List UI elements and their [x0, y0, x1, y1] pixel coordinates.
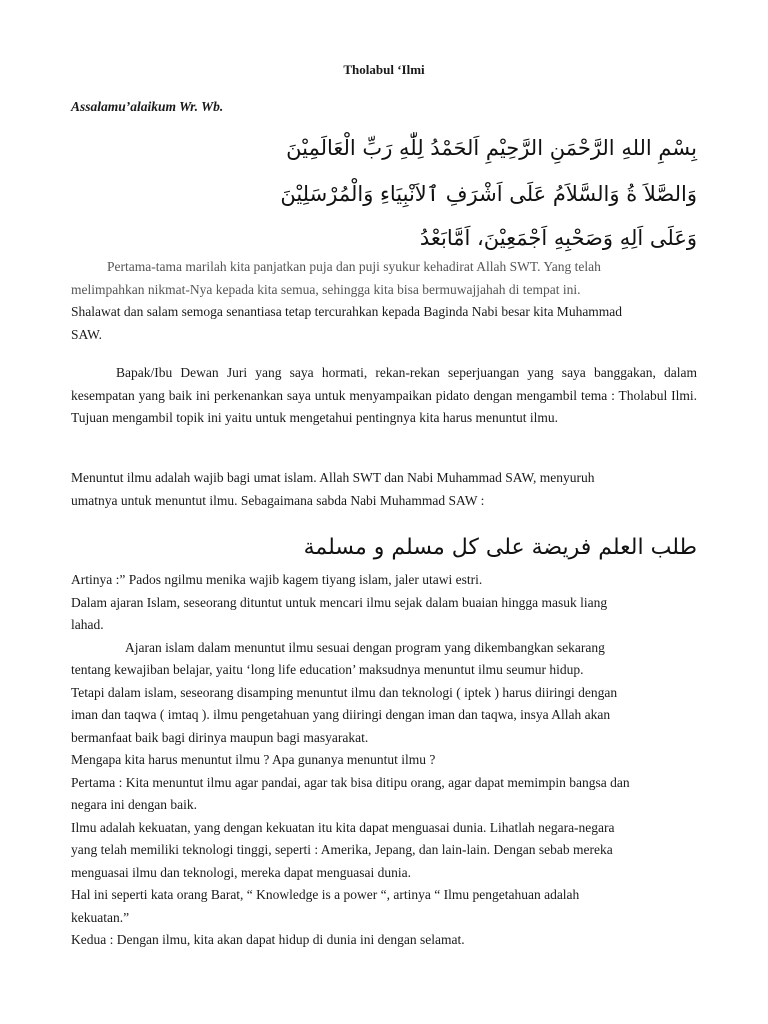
- paragraph-line: bermanfaat baik bagi dirinya maupun bagi masyarakat.: [71, 729, 369, 745]
- paragraph-line: lahad.: [71, 617, 104, 632]
- paragraph-line: umatnya untuk menuntut ilmu. Sebagaimana sabda Nabi Muhammad SAW :: [71, 492, 485, 508]
- paragraph-line: Mengapa kita harus menuntut ilmu ? Apa gunanya menuntut ilmu ?: [71, 752, 436, 767]
- paragraph-line: Menuntut ilmu adalah wajib bagi umat islam. Allah SWT dan Nabi Muhammad SAW, menyuruh: [71, 470, 595, 485]
- paragraph-line: Pertama-tama marilah kita panjatkan puja dan puji syukur kehadirat Allah SWT. Yang telah: [107, 259, 601, 274]
- paragraph-opening: [71, 256, 697, 346]
- paragraph-line: iman dan taqwa ( imtaq ). ilmu pengetahuan yang diiringi dengan iman dan taqwa, insya Allah akan: [71, 707, 611, 722]
- document-title: Tholabul ‘Ilmi: [343, 62, 425, 77]
- paragraph-line: Tetapi dalam islam, seseorang disamping menuntut ilmu dan teknologi ( iptek ) harus diiringi dengan: [71, 684, 618, 700]
- paragraph-line: Kedua : Dengan ilmu, kita akan dapat hidup di dunia ini dengan selamat.: [71, 932, 465, 947]
- arabic-opening-line-3: وَعَلَى اَلِهِ وَصَحْبِهِ اَجْمَعِيْنَ، اَمَّابَعْدُ: [419, 226, 697, 250]
- greeting: Assalamu’alaikum Wr. Wb.: [71, 99, 224, 114]
- paragraph-menuntut-ilmu: [71, 467, 697, 512]
- paragraph-line: negara ini dengan baik.: [71, 797, 197, 812]
- paragraph-line: Shalawat dan salam semoga senantiasa tetap tercurahkan kepada Baginda Nabi besar kita Muhammad: [71, 304, 623, 319]
- paragraph-dewan-juri: Bapak/Ibu Dewan Juri yang saya hormati, rekan-rekan seperjuangan yang saya banggakan, dalam kesempatan yang baik ini perkenankan saya untuk menyampaikan pidato dengan mengambil tema : Tholabul Ilmi. Tujuan mengambil topik ini yaitu untuk mengetahui pentingnya kita harus menuntut ilmu.: [71, 365, 697, 425]
- paragraph-line: tentang kewajiban belajar, yaitu ‘long life education’ maksudnya menuntut ilmu seumur hidup.: [71, 662, 584, 677]
- paragraph-line: Artinya :” Pados ngilmu menika wajib kagem tiyang islam, jaler utawi estri.: [71, 572, 483, 587]
- paragraph-line: Dalam ajaran Islam, seseorang dituntut untuk mencari ilmu sejak dalam buaian hingga masuk liang: [71, 594, 608, 610]
- paragraph-artinya: [71, 569, 697, 952]
- paragraph-line: Ilmu adalah kekuatan, yang dengan kekuatan itu kita dapat menguasai dunia. Lihatlah negara-negara: [71, 819, 615, 835]
- hadith-arabic: طلب العلم فريضة على كل مسلم و مسلمة: [303, 535, 697, 560]
- arabic-opening-line-1: بِسْمِ اللهِ الرَّحْمَنِ الرَّحِيْمِ اَلحَمْدُ لِلّٰهِ رَبِّ الْعَالَمِيْنَ: [286, 136, 697, 160]
- arabic-opening-line-2: وَالصَّلاَ ةُ وَالسَّلاَمُ عَلَى اَشْرَفِ ٱلاَنْبِيَاءِ وَالْمُرْسَلِيْنَ: [280, 182, 697, 206]
- paragraph-line: Pertama : Kita menuntut ilmu agar pandai, agar tak bisa ditipu orang, agar dapat memimpin bangsa dan: [71, 774, 630, 790]
- paragraph-line: Ajaran islam dalam menuntut ilmu sesuai dengan program yang dikembangkan sekarang: [125, 639, 605, 655]
- paragraph-line: menguasai ilmu dan teknologi, mereka dapat menguasai dunia.: [71, 864, 412, 880]
- paragraph-line: Hal ini seperti kata orang Barat, “ Knowledge is a power “, artinya “ Ilmu pengetahuan adalah: [71, 887, 580, 902]
- paragraph-line: yang telah memiliki teknologi tinggi, seperti : Amerika, Jepang, dan lain-lain. Dengan sebab mereka: [71, 842, 613, 857]
- paragraph-line: kekuatan.”: [71, 909, 130, 925]
- paragraph-line: melimpahkan nikmat-Nya kepada kita semua, sehingga kita bisa bermuwajjahah di tempat ini.: [71, 281, 581, 297]
- paragraph-line: SAW.: [71, 326, 103, 342]
